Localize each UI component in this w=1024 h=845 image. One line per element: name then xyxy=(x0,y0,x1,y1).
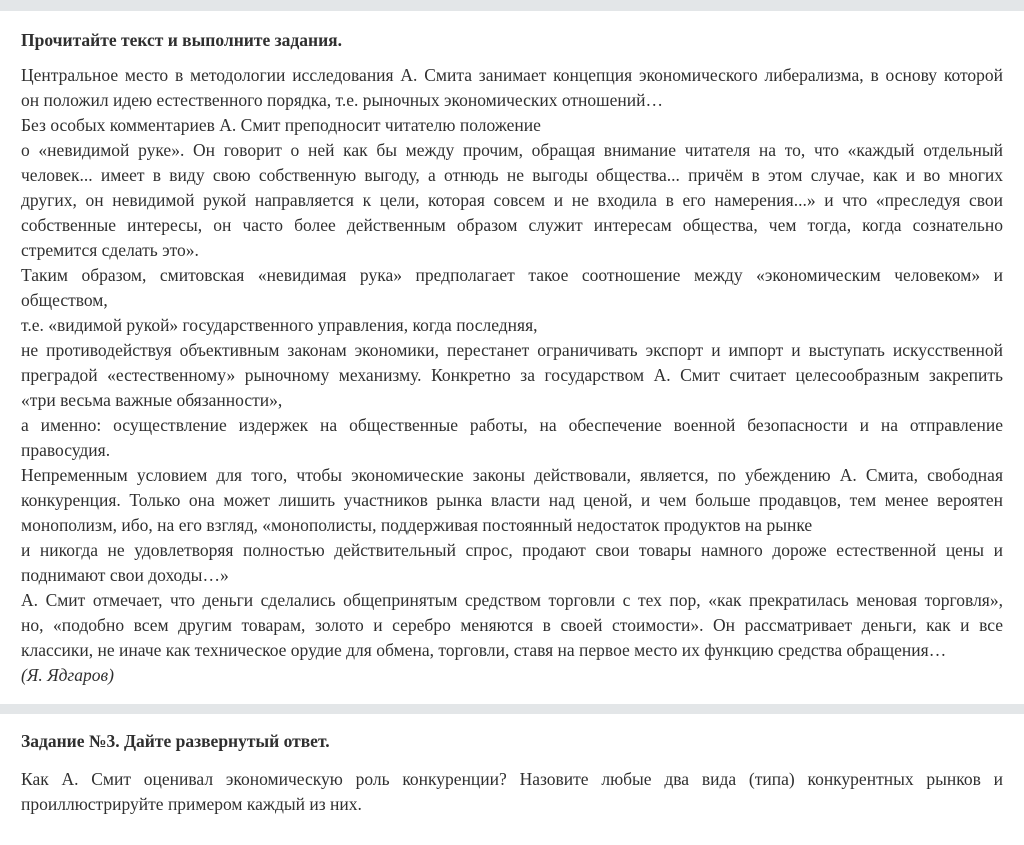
text-line: поднимают свои доходы…» xyxy=(21,565,229,585)
text-line: классики, не иначе как техническое орудие для обмена, торговли, ставя на первое место их функцию средства обращения… xyxy=(21,640,947,660)
section-separator-band xyxy=(0,704,1024,714)
text-line: Таким образом, смитовская «невидимая рука» предполагает такое соотношение между «экономическим человеком» и xyxy=(21,265,1003,285)
text-line: преградой «естественному» рыночному механизму. Конкретно за государством А. Смит считает целесообразным закрепить xyxy=(21,365,1003,385)
text-line: Как А. Смит оценивал экономическую роль конкуренции? Назовите любые два вида (типа) конкурентных рынков и xyxy=(21,769,1003,789)
text-line: о «невидимой руке». Он говорит о ней как бы между прочим, обращая внимание читателя на то, что «каждый отдельный xyxy=(21,140,1003,160)
text-line: но, «подобно всем другим товарам, золото и серебро меняются в своей стоимости». Он рассматривает деньги, как и все xyxy=(21,615,1003,635)
task-question xyxy=(21,767,1003,817)
text-line: Без особых комментариев А. Смит преподносит читателю положение xyxy=(21,115,541,135)
text-line: Непременным условием для того, чтобы экономические законы действовали, является, по убеждению А. Смита, свободная xyxy=(21,465,1003,485)
text-line: т.е. «видимой рукой» государственного управления, когда последняя, xyxy=(21,315,538,335)
task-header: Задание №3. Дайте развернутый ответ. xyxy=(21,731,330,751)
text-line: проиллюстрируйте примером каждый из них. xyxy=(21,794,362,814)
task-section xyxy=(0,714,1024,817)
text-line: других, он невидимой рукой направляется к цели, которая совсем и не входила в его намерения...» и что «преследуя свои xyxy=(21,190,1003,210)
text-line: А. Смит отмечает, что деньги сделались общепринятым средством торговли с тех пор, «как прекратилась меновая торговля», xyxy=(21,590,1003,610)
text-line: правосудия. xyxy=(21,440,111,460)
article-text xyxy=(21,63,1003,688)
text-line: обществом, xyxy=(21,290,108,310)
text-line: и никогда не удовлетворяя полностью действительный спрос, продают свои товары намного дороже естественной цены и xyxy=(21,540,1003,560)
text-line: (Я. Ядгаров) xyxy=(21,665,114,685)
instructions-header: Прочитайте текст и выполните задания. xyxy=(21,30,343,50)
text-line: человек... имеет в виду свою собственную выгоду, а отнюдь не выгоды общества... причём в этом случае, как и во многих xyxy=(21,165,1003,185)
text-line: стремится сделать это». xyxy=(21,240,199,260)
text-line: Центральное место в методологии исследования А. Смита занимает концепция экономического либерализма, в основу которой xyxy=(21,65,1003,85)
text-line: а именно: осуществление издержек на общественные работы, на обеспечение военной безопасности и на отправление xyxy=(21,415,1003,435)
reading-section xyxy=(0,11,1024,704)
text-line: он положил идею естественного порядка, т.е. рыночных экономических отношений… xyxy=(21,90,663,110)
text-line: конкуренция. Только она может лишить участников рынка власти над ценой, и чем больше продавцов, тем менее вероятен xyxy=(21,490,1003,510)
text-line: «три весьма важные обязанности», xyxy=(21,390,283,410)
top-separator-band xyxy=(0,0,1024,11)
text-line: не противодействуя объективным законам экономики, перестанет ограничивать экспорт и импорт и выступать искусственной xyxy=(21,340,1003,360)
text-line: собственные интересы, он часто более действенным образом служит интересам общества, чем тогда, когда сознательно xyxy=(21,215,1003,235)
text-line: монополизм, ибо, на его взгляд, «монополисты, поддерживая постоянный недостаток продуктов на рынке xyxy=(21,515,813,535)
